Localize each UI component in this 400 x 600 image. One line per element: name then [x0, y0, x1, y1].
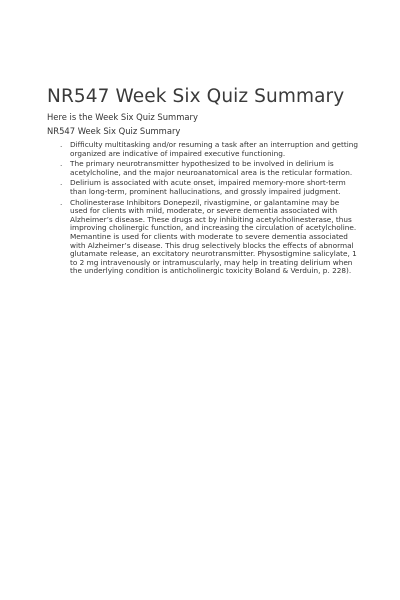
intro-text: Here is the Week Six Quiz Summary: [47, 112, 198, 122]
list-item: [58, 141, 358, 158]
list-item: [58, 179, 358, 196]
bullet-text: The primary neurotransmitter hypothesized to be involved in delirium is acetylcholine, and the major neuroanatomical area is the reticular formation.: [70, 159, 353, 177]
bullet-list: [58, 141, 358, 278]
bullet-marker: .: [60, 197, 63, 207]
list-item: [58, 160, 358, 177]
bullet-marker: .: [60, 178, 63, 188]
bullet-marker: .: [60, 159, 63, 169]
bullet-marker: .: [60, 140, 63, 149]
document-title: NR547 Week Six Quiz Summary: [47, 86, 345, 107]
list-item: [58, 199, 358, 276]
bullet-text: Delirium is associated with acute onset, impaired memory-more short-term than long-term, prominent hallucinations, and grossly impaired judgment.: [70, 178, 346, 196]
bullet-text: Difficulty multitasking and/or resuming a task after an interruption and getting organized are indicative of impaired executive functioning.: [70, 140, 358, 158]
document-subtitle: NR547 Week Six Quiz Summary: [47, 126, 181, 136]
bullet-text: Cholinesterase Inhibitors Donepezil, rivastigmine, or galantamine may be used for clients with mild, moderate, or severe dementia associated with Alzheimer’s disease. These drugs act by inhibiting acetylcholinesterase, thus improving cholinergic function, and increasing the circulation of acetylcholine. Memantine is used for clients with moderate to severe dementia associated with Alzheimer’s disease. This drug selectively blocks the effects of abnormal glutamate release, an excitatory neurotransmitter. Physostigmine salicylate, 1 to 2 mg intravenously or intramuscularly, may help in treating delirium when the underlying condition is anticholinergic toxicity Boland & Verduin, p. 228).: [70, 197, 357, 276]
